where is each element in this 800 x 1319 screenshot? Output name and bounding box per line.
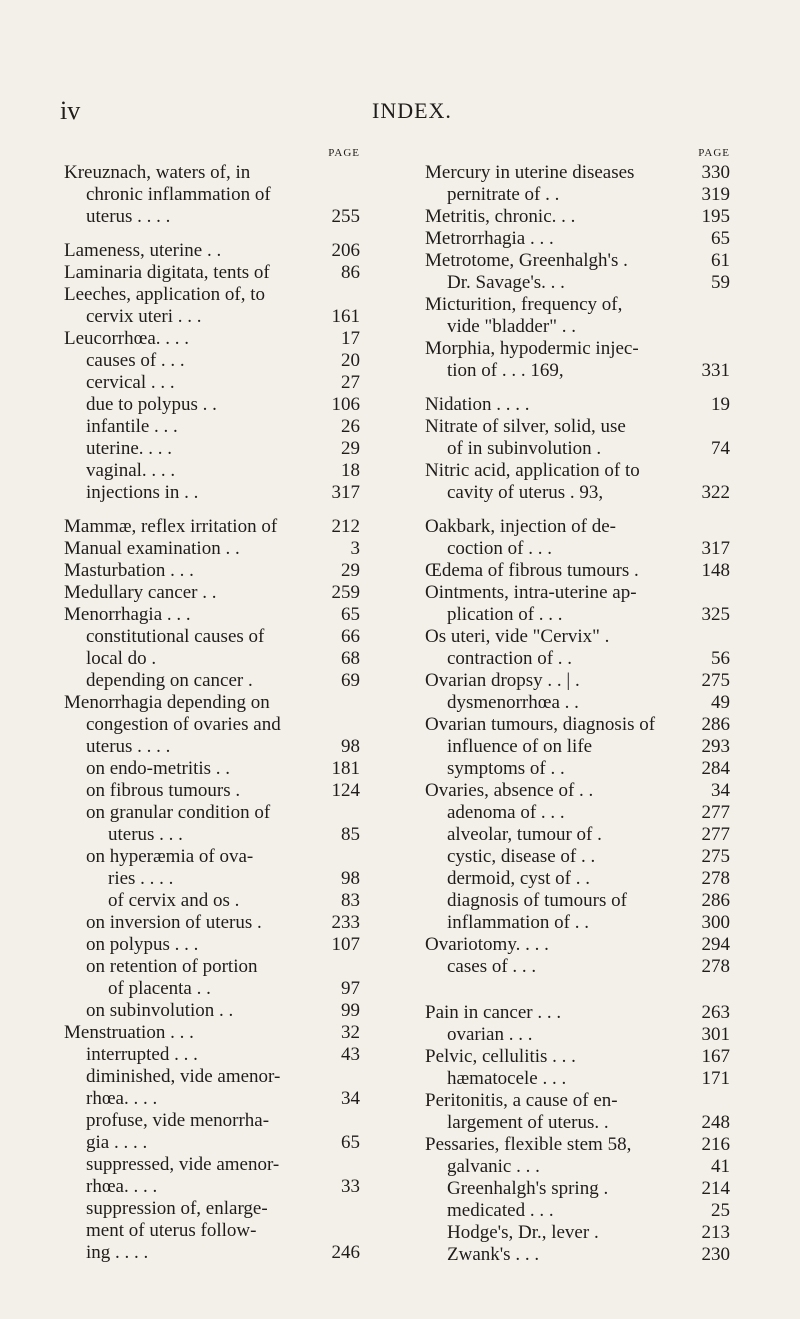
entry-text: Ovariotomy. . . .: [425, 934, 549, 955]
entry-text: constitutional causes of: [86, 626, 265, 647]
entry-text: alveolar, tumour of .: [447, 824, 602, 845]
entry-page-number: 98: [341, 868, 360, 889]
entry-text: profuse, vide menorrha-: [86, 1110, 270, 1131]
column-page-heading: [425, 146, 730, 162]
entry-text: on hyperæmia of ova-: [86, 846, 254, 867]
index-entry: [425, 824, 730, 846]
entry-text: ovarian . . .: [447, 1024, 533, 1045]
section-gap: [425, 504, 730, 516]
entry-page-number: 213: [701, 1222, 730, 1243]
entry-text: rhœa. . . .: [86, 1088, 158, 1109]
index-entry: [64, 162, 360, 184]
index-entry: [64, 802, 360, 824]
entry-page-number: 246: [331, 1242, 360, 1263]
index-entry: [425, 1046, 730, 1068]
entry-text: ment of uterus follow-: [86, 1220, 257, 1241]
entry-text: cystic, disease of . .: [447, 846, 596, 867]
index-entry: [64, 670, 360, 692]
entry-text: Mercury in uterine diseases: [425, 162, 635, 183]
entry-text: local do .: [86, 648, 157, 669]
index-entry: [425, 162, 730, 184]
entry-text: cavity of uterus . 93,: [447, 482, 604, 503]
entry-text: Micturition, frequency of,: [425, 294, 623, 315]
index-entry: [64, 1242, 360, 1264]
index-entry: [425, 228, 730, 250]
index-entry: [64, 604, 360, 626]
index-entry: [64, 516, 360, 538]
entry-text: Pessaries, flexible stem 58,: [425, 1134, 632, 1155]
entry-page-number: 278: [701, 868, 730, 889]
index-entry: [64, 824, 360, 846]
entry-text: injections in . .: [86, 482, 199, 503]
entry-page-number: 19: [711, 394, 730, 415]
entry-text: Metritis, chronic. . .: [425, 206, 576, 227]
entry-page-number: 181: [331, 758, 360, 779]
entry-text: Masturbation . . .: [64, 560, 194, 581]
index-entry: [425, 184, 730, 206]
index-entry: [425, 626, 730, 648]
entry-page-number: 106: [331, 394, 360, 415]
entry-page-number: 25: [711, 1200, 730, 1221]
index-entry: [425, 692, 730, 714]
entry-page-number: 212: [331, 516, 360, 537]
index-entry: [64, 714, 360, 736]
entry-text: cervix uteri . . .: [86, 306, 202, 327]
entry-page-number: 167: [701, 1046, 730, 1067]
entry-text: of cervix and os .: [108, 890, 240, 911]
entry-text: Menstruation . . .: [64, 1022, 194, 1043]
index-entry: [425, 206, 730, 228]
section-gap: [425, 382, 730, 394]
entry-text: due to polypus . .: [86, 394, 217, 415]
entry-text: Ointments, intra-uterine ap-: [425, 582, 637, 603]
index-entry: [64, 416, 360, 438]
entry-text: Metrorrhagia . . .: [425, 228, 554, 249]
page-title: INDEX.: [372, 98, 452, 123]
index-entry: [425, 1156, 730, 1178]
index-entry: [64, 582, 360, 604]
entry-page-number: 56: [711, 648, 730, 669]
index-entry: [425, 890, 730, 912]
entry-page-number: 284: [701, 758, 730, 779]
entry-page-number: 275: [701, 846, 730, 867]
entry-page-number: 275: [701, 670, 730, 691]
entry-text: Menorrhagia . . .: [64, 604, 191, 625]
entry-page-number: 97: [341, 978, 360, 999]
entry-page-number: 317: [331, 482, 360, 503]
entry-text: inflammation of . .: [447, 912, 589, 933]
index-entry: [64, 736, 360, 758]
entry-page-number: 317: [701, 538, 730, 559]
entry-text: cases of . . .: [447, 956, 537, 977]
index-entry: [425, 736, 730, 758]
entry-page-number: 230: [701, 1244, 730, 1265]
entry-page-number: 34: [711, 780, 730, 801]
entry-text: chronic inflammation of: [86, 184, 271, 205]
entry-text: Pelvic, cellulitis . . .: [425, 1046, 576, 1067]
entry-page-number: 86: [341, 262, 360, 283]
index-entry: [64, 328, 360, 350]
index-entry: [64, 648, 360, 670]
index-entry: [64, 1044, 360, 1066]
index-entry: [425, 1178, 730, 1200]
index-entry: [64, 626, 360, 648]
index-entry: [425, 482, 730, 504]
entry-text: dermoid, cyst of . .: [447, 868, 591, 889]
entry-page-number: 301: [701, 1024, 730, 1045]
entry-page-number: 286: [701, 890, 730, 911]
index-entry: [425, 460, 730, 482]
entry-page-number: 214: [701, 1178, 730, 1199]
index-entry: [64, 956, 360, 978]
section-gap: [64, 504, 360, 516]
index-entry: [425, 1068, 730, 1090]
entry-page-number: 29: [341, 438, 360, 459]
index-entry: [64, 184, 360, 206]
entry-page-number: 300: [701, 912, 730, 933]
entry-page-number: 294: [701, 934, 730, 955]
entry-page-number: 20: [341, 350, 360, 371]
index-entry: [425, 1002, 730, 1024]
index-entry: [64, 538, 360, 560]
entry-text: rhœa. . . .: [86, 1176, 158, 1197]
entry-text: on inversion of uterus .: [86, 912, 262, 933]
entry-text: interrupted . . .: [86, 1044, 198, 1065]
entry-text: Leeches, application of, to: [64, 284, 266, 305]
entry-text: Lameness, uterine . .: [64, 240, 222, 261]
entry-text: pernitrate of . .: [447, 184, 560, 205]
entry-page-number: 69: [341, 670, 360, 691]
section-gap: [64, 228, 360, 240]
index-entry: [64, 438, 360, 460]
entry-page-number: 65: [341, 604, 360, 625]
entry-text: adenoma of . . .: [447, 802, 565, 823]
index-entry: [425, 1112, 730, 1134]
entry-text: on retention of portion: [86, 956, 258, 977]
entry-text: Mammæ, reflex irritation of: [64, 516, 278, 537]
index-entry: [64, 372, 360, 394]
entry-page-number: PAGE: [698, 147, 730, 159]
index-entry: [425, 758, 730, 780]
entry-page-number: 26: [341, 416, 360, 437]
entry-page-number: 59: [711, 272, 730, 293]
entry-text: Hodge's, Dr., lever .: [447, 1222, 599, 1243]
index-entry: [64, 1088, 360, 1110]
index-entry: [64, 482, 360, 504]
entry-page-number: 216: [701, 1134, 730, 1155]
entry-page-number: 322: [701, 482, 730, 503]
entry-page-number: 195: [701, 206, 730, 227]
entry-page-number: 124: [331, 780, 360, 801]
entry-text: medicated . . .: [447, 1200, 554, 1221]
entry-page-number: 18: [341, 460, 360, 481]
entry-text: Œdema of fibrous tumours .: [425, 560, 639, 581]
entry-page-number: 74: [711, 438, 730, 459]
index-entry: [425, 956, 730, 978]
entry-text: Medullary cancer . .: [64, 582, 217, 603]
entry-text: symptoms of . .: [447, 758, 565, 779]
entry-text: diagnosis of tumours of: [447, 890, 627, 911]
index-entry: [425, 250, 730, 272]
entry-page-number: 49: [711, 692, 730, 713]
index-entry: [64, 890, 360, 912]
entry-text: vaginal. . . .: [86, 460, 176, 481]
index-entry: [64, 206, 360, 228]
index-entry: [425, 802, 730, 824]
entry-page-number: 293: [701, 736, 730, 757]
index-entry: [64, 240, 360, 262]
entry-page-number: 32: [341, 1022, 360, 1043]
index-column-right: [425, 146, 730, 1266]
entry-text: uterus . . . .: [86, 736, 171, 757]
entry-page-number: 278: [701, 956, 730, 977]
column-page-heading: [64, 146, 360, 162]
index-entry: [64, 912, 360, 934]
index-entry: [64, 1022, 360, 1044]
index-entry: [64, 934, 360, 956]
entry-page-number: 68: [341, 648, 360, 669]
entry-text: Laminaria digitata, tents of: [64, 262, 270, 283]
entry-page-number: 263: [701, 1002, 730, 1023]
index-entry: [64, 978, 360, 1000]
entry-text: Ovarian tumours, diagnosis of: [425, 714, 656, 735]
index-entry: [425, 338, 730, 360]
entry-text: causes of . . .: [86, 350, 185, 371]
index-entry: [425, 846, 730, 868]
index-entry: [64, 868, 360, 890]
entry-text: uterus . . . .: [86, 206, 171, 227]
entry-page-number: 319: [701, 184, 730, 205]
entry-text: gia . . . .: [86, 1132, 148, 1153]
entry-page-number: 85: [341, 824, 360, 845]
entry-page-number: 65: [711, 228, 730, 249]
entry-text: Nitric acid, application of to: [425, 460, 640, 481]
entry-page-number: 98: [341, 736, 360, 757]
index-entry: [425, 714, 730, 736]
index-entry: [64, 306, 360, 328]
entry-page-number: 277: [701, 824, 730, 845]
entry-text: Pain in cancer . . .: [425, 1002, 562, 1023]
entry-text: of placenta . .: [108, 978, 211, 999]
entry-text: hæmatocele . . .: [447, 1068, 567, 1089]
entry-text: on fibrous tumours .: [86, 780, 241, 801]
index-entry: [425, 316, 730, 338]
index-entry: [64, 284, 360, 306]
entry-page-number: 29: [341, 560, 360, 581]
entry-text: vide "bladder" . .: [447, 316, 576, 337]
index-entry: [425, 1134, 730, 1156]
entry-page-number: 3: [350, 538, 360, 559]
entry-page-number: 17: [341, 328, 360, 349]
index-entry: [64, 1132, 360, 1154]
entry-page-number: 255: [331, 206, 360, 227]
entry-text: Morphia, hypodermic injec-: [425, 338, 639, 359]
entry-page-number: 161: [331, 306, 360, 327]
entry-text: Zwank's . . .: [447, 1244, 540, 1265]
page-header: [0, 96, 800, 126]
entry-page-number: 83: [341, 890, 360, 911]
index-entry: [425, 560, 730, 582]
index-entry: [425, 912, 730, 934]
entry-text: depending on cancer .: [86, 670, 253, 691]
entry-text: Metrotome, Greenhalgh's .: [425, 250, 628, 271]
entry-text: Nitrate of silver, solid, use: [425, 416, 626, 437]
entry-page-number: 277: [701, 802, 730, 823]
entry-page-number: PAGE: [328, 147, 360, 159]
index-entry: [64, 1176, 360, 1198]
index-entry: [64, 1110, 360, 1132]
index-entry: [64, 758, 360, 780]
index-entry: [64, 560, 360, 582]
index-entry: [425, 360, 730, 382]
entry-text: influence of on life: [447, 736, 593, 757]
entry-page-number: 107: [331, 934, 360, 955]
section-gap: [425, 990, 730, 1002]
index-entry: [64, 780, 360, 802]
entry-text: Manual examination . .: [64, 538, 240, 559]
index-entry: [64, 460, 360, 482]
index-entry: [64, 692, 360, 714]
entry-page-number: 65: [341, 1132, 360, 1153]
index-entry: [425, 1222, 730, 1244]
entry-page-number: 331: [701, 360, 730, 381]
index-entry: [425, 648, 730, 670]
entry-text: diminished, vide amenor-: [86, 1066, 281, 1087]
entry-page-number: 206: [331, 240, 360, 261]
index-entry: [425, 516, 730, 538]
entry-text: cervical . . .: [86, 372, 175, 393]
index-entry: [425, 1024, 730, 1046]
entry-page-number: 34: [341, 1088, 360, 1109]
entry-text: Leucorrhœa. . . .: [64, 328, 190, 349]
entry-page-number: 248: [701, 1112, 730, 1133]
entry-text: Dr. Savage's. . .: [447, 272, 565, 293]
index-entry: [64, 350, 360, 372]
index-entry: [64, 846, 360, 868]
entry-page-number: 330: [701, 162, 730, 183]
entry-text: on granular condition of: [86, 802, 271, 823]
entry-page-number: 33: [341, 1176, 360, 1197]
entry-page-number: 43: [341, 1044, 360, 1065]
entry-text: plication of . . .: [447, 604, 563, 625]
entry-text: suppressed, vide amenor-: [86, 1154, 280, 1175]
entry-text: Kreuznach, waters of, in: [64, 162, 251, 183]
index-entry: [425, 780, 730, 802]
entry-text: coction of . . .: [447, 538, 553, 559]
entry-text: Menorrhagia depending on: [64, 692, 270, 713]
index-entry: [64, 394, 360, 416]
entry-text: ries . . . .: [108, 868, 174, 889]
index-entry: [425, 294, 730, 316]
index-entry: [425, 272, 730, 294]
index-entry: [425, 604, 730, 626]
entry-text: Ovaries, absence of . .: [425, 780, 594, 801]
entry-text: infantile . . .: [86, 416, 178, 437]
entry-page-number: 233: [331, 912, 360, 933]
entry-text: Ovarian dropsy . . | .: [425, 670, 580, 691]
entry-page-number: 171: [701, 1068, 730, 1089]
entry-text: on endo-metritis . .: [86, 758, 231, 779]
index-entry: [425, 416, 730, 438]
entry-text: Nidation . . . .: [425, 394, 530, 415]
entry-text: of in subinvolution .: [447, 438, 602, 459]
index-entry: [425, 670, 730, 692]
entry-text: on polypus . . .: [86, 934, 199, 955]
index-entry: [425, 438, 730, 460]
index-entry: [425, 1244, 730, 1266]
entry-text: largement of uterus. .: [447, 1112, 609, 1133]
entry-text: ing . . . .: [86, 1242, 149, 1263]
index-entry: [64, 1220, 360, 1242]
index-entry: [425, 868, 730, 890]
entry-page-number: 148: [701, 560, 730, 581]
index-entry: [425, 934, 730, 956]
index-entry: [64, 1066, 360, 1088]
entry-page-number: 325: [701, 604, 730, 625]
entry-text: congestion of ovaries and: [86, 714, 281, 735]
index-entry: [64, 1198, 360, 1220]
index-entry: [425, 394, 730, 416]
index-entry: [64, 1000, 360, 1022]
entry-text: Greenhalgh's spring .: [447, 1178, 609, 1199]
entry-text: Os uteri, vide "Cervix" .: [425, 626, 610, 647]
entry-text: on subinvolution . .: [86, 1000, 234, 1021]
entry-text: tion of . . . 169,: [447, 360, 564, 381]
entry-page-number: 27: [341, 372, 360, 393]
index-entry: [64, 1154, 360, 1176]
entry-text: uterus . . .: [108, 824, 183, 845]
section-gap: [425, 978, 730, 990]
entry-page-number: 61: [711, 250, 730, 271]
entry-page-number: 259: [331, 582, 360, 603]
index-entry: [425, 582, 730, 604]
page-number: iv: [60, 96, 81, 125]
index-entry: [64, 262, 360, 284]
index-entry: [425, 1090, 730, 1112]
index-entry: [425, 1200, 730, 1222]
entry-page-number: 286: [701, 714, 730, 735]
entry-page-number: 66: [341, 626, 360, 647]
index-column-left: [64, 146, 360, 1264]
entry-text: Oakbark, injection of de-: [425, 516, 616, 537]
entry-page-number: 99: [341, 1000, 360, 1021]
entry-text: suppression of, enlarge-: [86, 1198, 268, 1219]
index-entry: [425, 538, 730, 560]
entry-text: contraction of . .: [447, 648, 573, 669]
entry-text: galvanic . . .: [447, 1156, 540, 1177]
entry-text: uterine. . . .: [86, 438, 173, 459]
entry-page-number: 41: [711, 1156, 730, 1177]
entry-text: dysmenorrhœa . .: [447, 692, 579, 713]
entry-text: Peritonitis, a cause of en-: [425, 1090, 618, 1111]
